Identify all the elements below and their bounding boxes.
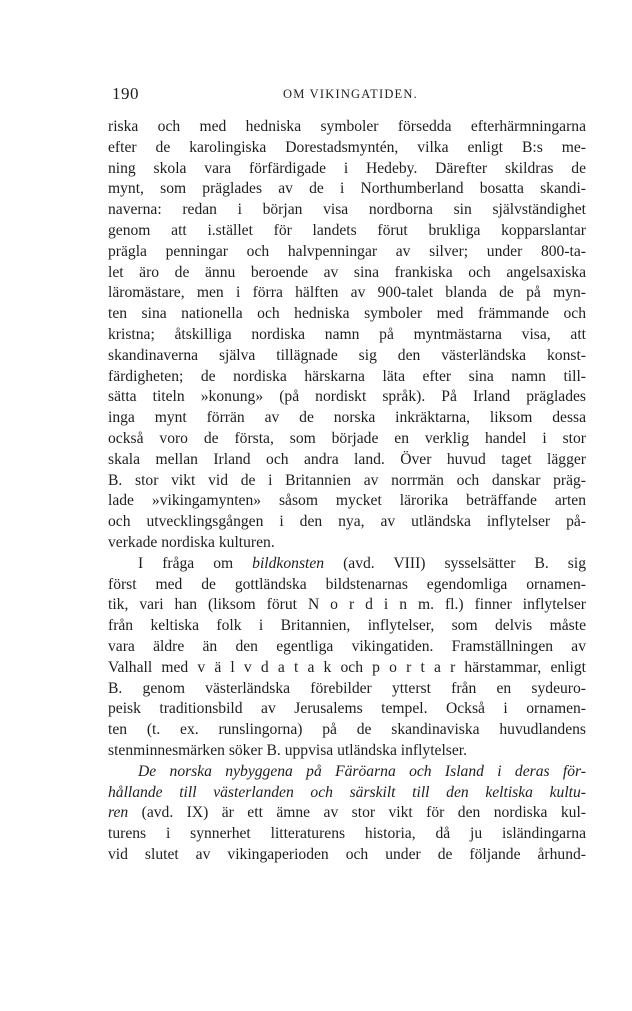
text-line: riska och med hedniska symboler försedda efterhärmningarna xyxy=(108,118,586,135)
text-line xyxy=(108,803,586,824)
page-number: 190 xyxy=(112,84,139,103)
text-line: sätta titeln »konung» (på nordiskt språk). På Irland präglades xyxy=(108,388,586,406)
running-head: OM VIKINGATIDEN. xyxy=(283,87,418,101)
text-line: vid slutet av vikingaperioden och under de följande århund- xyxy=(108,845,586,863)
text-line: läromästare, men i förra hälften av 900-talet blanda de på myn- xyxy=(108,284,586,302)
text-line: lade »vikingamynten» såsom mycket lärorika beträffande arten xyxy=(108,492,586,510)
text-line: skandinaverna själva tillägnade sig den västerländska konst- xyxy=(108,346,586,364)
text-line: och utvecklingsgången i den nya, av utländska inflytelser på- xyxy=(108,513,586,531)
text-line: efter de karolingiska Dorestadsmyntén, vilka enligt B:s me- xyxy=(108,138,586,156)
text-line: ning skola vara förfärdigade i Hedeby. Därefter skildras de xyxy=(108,159,586,177)
text-line: peisk traditionsbild av Jerusalems tempel. Också i ornamen- xyxy=(108,700,586,718)
text-line: mynt, som präglades av de i Northumberland bosatta skandi- xyxy=(108,180,586,198)
text-line: hållande till västerlanden och särskilt till den keltiska kultu- xyxy=(108,783,586,801)
text-line: från keltiska folk i Britannien, inflytelser, som delvis måste xyxy=(108,617,586,635)
text-line: vara äldre än den egentliga vikingatiden. Framställningen av xyxy=(108,637,586,655)
text-line: B. stor vikt vid de i Britannien av norrmän och danskar präg- xyxy=(108,471,586,489)
text-line: naverna: redan i början visa nordborna sin självständighet xyxy=(108,201,586,219)
text-line: kristna; åtskilliga nordiska namn på myntmästarna visa, att xyxy=(108,325,586,343)
text-line: ten sina nationella och hedniska symboler med främmande och xyxy=(108,305,586,323)
text-line: turens i synnerhet litteraturens historia, då ju isländingarna xyxy=(108,825,586,843)
text-line: ten (t. ex. runslingorna) på de skandinaviska huvudlandens xyxy=(108,721,586,739)
text-line: också voro de första, som började en verklig handel i stor xyxy=(108,429,586,447)
text-line: B. genom västerländska förebilder ytterst från en sydeuro- xyxy=(108,679,586,697)
text-line: tik, vari han (liksom förut N o r d i n m. fl.) finner inflytelser xyxy=(108,596,586,614)
text-run: (avd. VIII) sysselsätter B. sig xyxy=(324,554,586,572)
text-line: verkade nordiska kulturen. xyxy=(108,533,275,551)
text-run: I fråga om xyxy=(138,554,253,572)
text-line: genom att i.stället för landets förut brukliga kopparslantar xyxy=(108,221,586,239)
text-line: De norska nybyggena på Färöarna och Island i deras för- xyxy=(138,762,586,780)
body-text xyxy=(108,117,586,866)
text-line: let äro de ännu beroende av sina frankiska och angelsaxiska xyxy=(108,263,586,281)
text-run: (avd. IX) är ett ämne av stor vikt för den nordiska kul- xyxy=(128,804,586,822)
text-line: först med de gottländska bildstenarnas egendomliga ornamen- xyxy=(108,575,586,593)
page-header xyxy=(108,84,586,108)
italic-term: bildkonsten xyxy=(252,554,325,572)
italic-term: ren xyxy=(108,804,129,822)
text-line xyxy=(108,554,586,575)
text-line: prägla penningar och halvpenningar av silver; under 800-ta- xyxy=(108,242,586,260)
text-line: Valhall med v ä l v d a t a k och p o r t a r härstammar, enligt xyxy=(108,658,586,676)
text-line: skala mellan Irland och andra land. Över huvud taget lägger xyxy=(108,450,586,468)
text-line: inga mynt förrän av de norska inkräktarna, liksom dessa xyxy=(108,409,586,427)
text-line: stenminnesmärken söker B. uppvisa utländska inflytelser. xyxy=(108,741,468,759)
text-line: färdigheten; de nordiska härskarna läta efter sina namn till- xyxy=(108,367,586,385)
